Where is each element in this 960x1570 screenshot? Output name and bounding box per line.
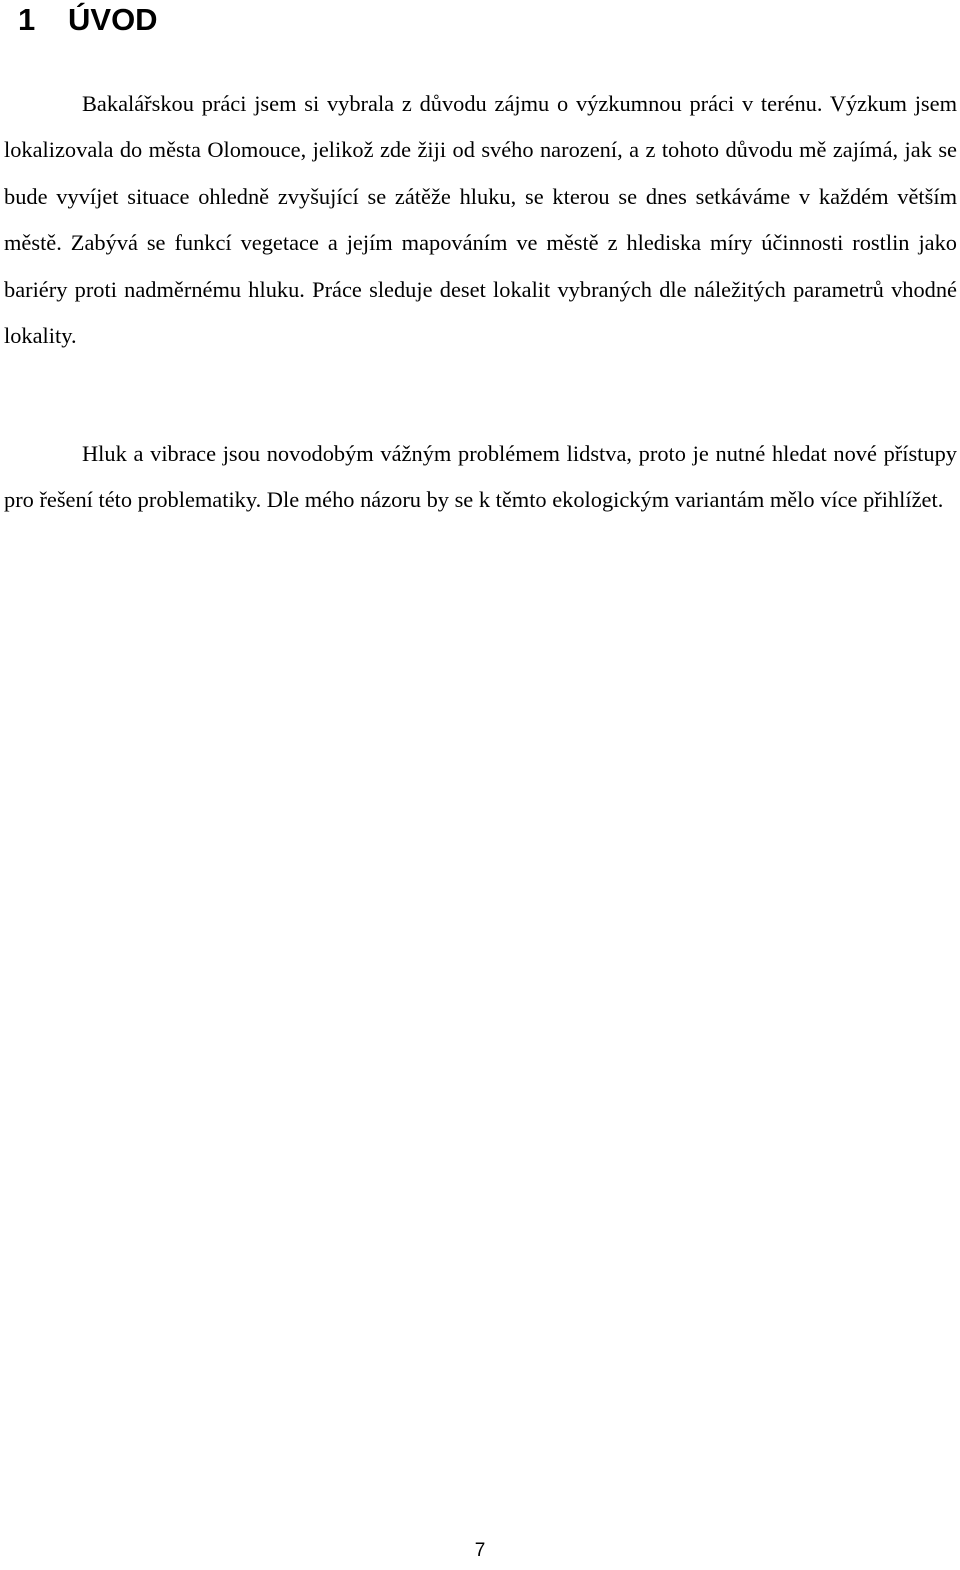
paragraph-intro: Bakalářskou práci jsem si vybrala z důvodu zájmu o výzkumnou práci v terénu. Výzkum jsem lokalizovala do města Olomouce, jelikož zde žiji od svého narození, a z tohoto důvodu mě zajímá, jak se bude vyvíjet situace ohledně zvyšující se zátěže hluku, se kterou se dnes setkáváme v každém větším městě. Zabývá se funkcí vegetace a jejím mapováním ve městě z hlediska míry účinnosti rostlin jako bariéry proti nadměrnému hluku. Práce sleduje deset lokalit vybraných dle náležitých parametrů vhodné lokality. xyxy=(4,91,957,349)
chapter-heading xyxy=(18,0,158,40)
chapter-number: 1 xyxy=(18,2,36,37)
page-number: 7 xyxy=(474,1540,486,1561)
paragraph-noise: Hluk a vibrace jsou novodobým vážným problémem lidstva, proto je nutné hledat nové přístupy pro řešení této problematiky. Dle mého názoru by se k těmto ekologickým variantám mělo více přihlížet. xyxy=(4,441,957,513)
chapter-title: ÚVOD xyxy=(68,2,158,37)
